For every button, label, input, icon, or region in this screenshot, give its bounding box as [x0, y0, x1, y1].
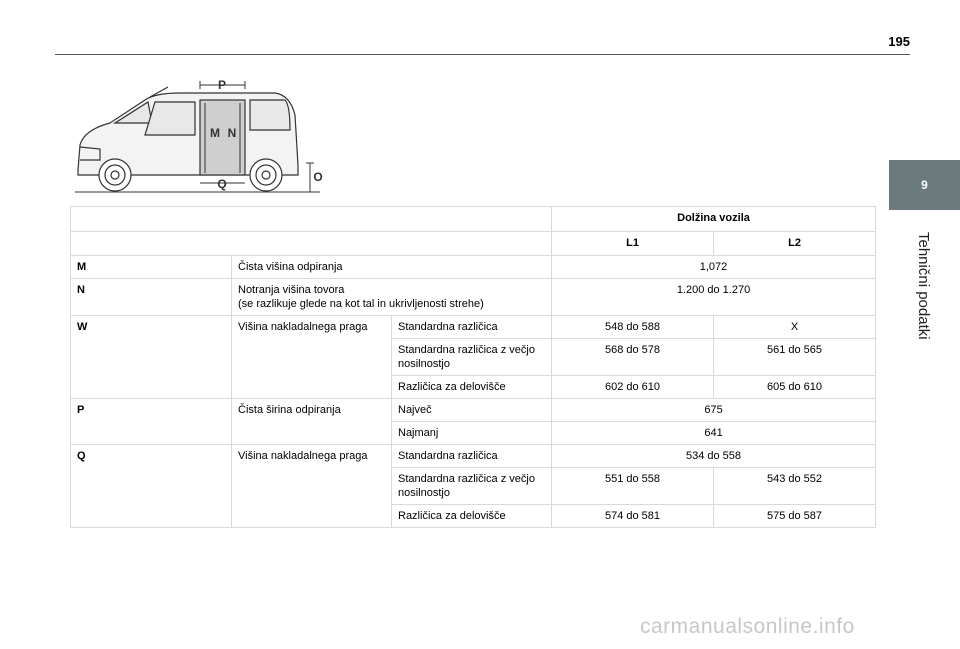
row-desc: Čista višina odpiranja [232, 256, 552, 279]
table-row [71, 399, 876, 422]
row-value: 1,072 [552, 256, 876, 279]
value-l2: 543 do 552 [714, 468, 876, 505]
value-l2: 575 do 587 [714, 505, 876, 528]
page-number: 195 [888, 34, 910, 49]
value-l1: 574 do 581 [552, 505, 714, 528]
dim-label-m: M [210, 126, 220, 140]
dim-label-n: N [227, 126, 237, 140]
row-desc: Višina nakladalnega praga [232, 316, 392, 399]
chapter-title: Tehnični podatki [915, 232, 932, 340]
row-code: W [71, 316, 232, 399]
row-value: 641 [552, 422, 876, 445]
table-row [71, 279, 876, 316]
variant-name: Najmanj [392, 422, 552, 445]
variant-name: Standardna različica [392, 445, 552, 468]
row-code: P [71, 399, 232, 445]
row-code: N [71, 279, 232, 316]
value-l1: 548 do 588 [552, 316, 714, 339]
row-desc: Višina nakladalnega praga [232, 445, 392, 528]
watermark[interactable]: carmanualsonline.info [640, 615, 855, 638]
table-row [71, 256, 876, 279]
table-row [71, 445, 876, 468]
value-l2: 605 do 610 [714, 376, 876, 399]
vehicle-diagram [70, 75, 330, 200]
header-l1: L1 [552, 232, 714, 256]
variant-name: Različica za delovišče [392, 376, 552, 399]
variant-name: Največ [392, 399, 552, 422]
row-desc: Notranja višina tovora (se razlikuje glede na kot tal in ukrivljenosti strehe) [232, 279, 552, 316]
variant-name: Standardna različica [392, 316, 552, 339]
header-vehicle-length: Dolžina vozila [552, 207, 876, 232]
dim-label-p: P [217, 78, 227, 92]
table-header-row [71, 207, 876, 232]
value-l1: 568 do 578 [552, 339, 714, 376]
row-code: M [71, 256, 232, 279]
variant-name: Standardna različica z večjo nosilnostjo [392, 468, 552, 505]
row-desc: Čista širina odpiranja [232, 399, 392, 445]
variant-name: Standardna različica z večjo nosilnostjo [392, 339, 552, 376]
chapter-tab[interactable]: 9 [889, 160, 960, 210]
row-value: 675 [552, 399, 876, 422]
dim-label-o: O [313, 170, 323, 184]
variant-name: Različica za delovišče [392, 505, 552, 528]
value-l2: 561 do 565 [714, 339, 876, 376]
table-subheader-row [71, 232, 876, 256]
dimensions-table [70, 206, 876, 528]
header-l2: L2 [714, 232, 876, 256]
row-value: 1.200 do 1.270 [552, 279, 876, 316]
row-value: 534 do 558 [552, 445, 876, 468]
row-code: Q [71, 445, 232, 528]
van-illustration [75, 87, 323, 192]
table-row [71, 316, 876, 339]
value-l1: 551 do 558 [552, 468, 714, 505]
value-l1: 602 do 610 [552, 376, 714, 399]
value-l2: X [714, 316, 876, 339]
dim-label-q: Q [217, 177, 227, 191]
header-rule [55, 54, 910, 55]
